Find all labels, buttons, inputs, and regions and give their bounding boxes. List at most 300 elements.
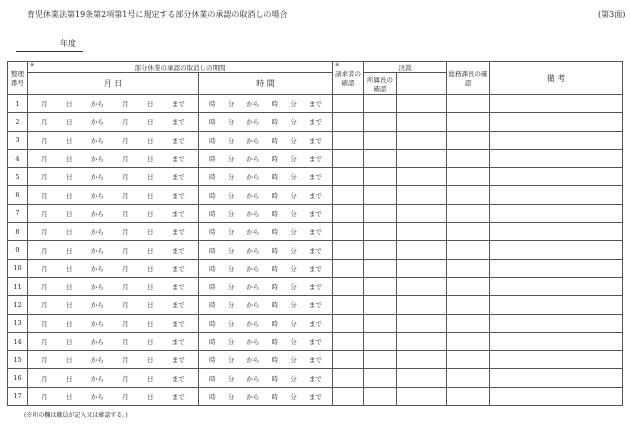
date-range-cell[interactable] [28, 259, 199, 277]
row-text: まで [308, 173, 322, 182]
remarks-cell[interactable] [490, 149, 623, 167]
row-text: から [246, 283, 260, 292]
table-row [8, 314, 623, 332]
form-title: 育児休業法第19条第2項第1号に規定する部分休業の承認の取消しの場合 [27, 10, 288, 19]
row-text: 月 [122, 301, 129, 310]
decision-cell[interactable] [397, 223, 447, 241]
requester-cell[interactable] [333, 241, 364, 259]
table-row [8, 149, 623, 167]
row-text: 日 [146, 283, 154, 292]
general-cell[interactable] [447, 259, 490, 277]
row-text: まで [308, 155, 322, 164]
row-text: 分 [290, 283, 297, 292]
requester-cell[interactable] [333, 387, 364, 405]
remarks-cell[interactable] [490, 314, 623, 332]
row-text: 分 [290, 264, 297, 273]
row-text: 月 [41, 301, 48, 310]
table-row [8, 387, 623, 405]
row-text: 月 [41, 374, 48, 383]
row-text: 時 [209, 191, 216, 200]
time-range-cell[interactable] [199, 241, 333, 259]
row-text: 月 [122, 356, 129, 365]
chief-cell[interactable] [364, 351, 397, 369]
row-text: 日 [146, 173, 154, 182]
decision-cell[interactable] [397, 296, 447, 314]
general-cell[interactable] [447, 387, 490, 405]
row-text: 日 [65, 301, 73, 310]
date-range-cell[interactable] [28, 149, 199, 167]
row-text: 日 [65, 392, 73, 401]
row-text: 日 [146, 374, 154, 383]
row-text: 分 [227, 100, 235, 109]
row-number: 16 [8, 369, 28, 387]
general-cell[interactable] [447, 149, 490, 167]
date-range-cell[interactable] [28, 369, 199, 387]
remarks-cell[interactable] [490, 95, 623, 113]
chief-cell[interactable] [364, 241, 397, 259]
row-number: 5 [8, 168, 28, 186]
row-number: 15 [8, 351, 28, 369]
row-text: 分 [290, 392, 297, 401]
row-text: 月 [122, 338, 129, 346]
row-text: から [90, 356, 104, 365]
row-text: 日 [146, 209, 154, 218]
decision-cell[interactable] [397, 314, 447, 332]
time-range-cell[interactable] [199, 95, 333, 113]
row-text: 時 [209, 264, 216, 273]
chief-cell[interactable] [364, 332, 397, 350]
row-text: 月 [41, 209, 48, 218]
row-text: 分 [290, 173, 297, 182]
row-text: 分 [227, 246, 235, 255]
row-text: 月 [41, 392, 48, 401]
row-text: まで [171, 338, 185, 346]
row-text: 日 [65, 209, 73, 218]
requester-cell[interactable] [333, 113, 364, 131]
row-text: 分 [227, 319, 235, 328]
row-text: 時 [209, 136, 216, 145]
remarks-cell[interactable] [490, 277, 623, 295]
row-text: 日 [65, 338, 73, 346]
row-text: まで [171, 191, 185, 200]
row-text: 時 [271, 155, 279, 164]
row-text: 時 [271, 264, 279, 273]
decision-cell[interactable] [397, 149, 447, 167]
row-text: 日 [65, 264, 73, 273]
row-text: 月 [41, 155, 48, 164]
decision-cell[interactable] [397, 351, 447, 369]
chief-cell[interactable] [364, 387, 397, 405]
header-time: 時 間 [199, 73, 333, 95]
row-text: まで [171, 118, 185, 127]
chief-cell[interactable] [364, 168, 397, 186]
requester-cell[interactable] [333, 95, 364, 113]
row-number: 8 [8, 223, 28, 241]
row-text: から [246, 118, 260, 127]
header-remarks: 備 考 [490, 62, 623, 95]
time-range-cell[interactable] [199, 149, 333, 167]
row-text: まで [171, 100, 185, 109]
general-cell[interactable] [447, 314, 490, 332]
requester-cell[interactable] [333, 186, 364, 204]
row-text: 分 [227, 283, 235, 292]
period-label: 部分休業の承認の取消しの期間 [134, 63, 226, 72]
date-range-cell[interactable] [28, 241, 199, 259]
row-text: まで [308, 356, 322, 365]
chief-cell[interactable] [364, 149, 397, 167]
row-text: から [90, 338, 104, 346]
row-text: 日 [146, 228, 154, 237]
row-number: 3 [8, 131, 28, 149]
row-number: 9 [8, 241, 28, 259]
row-text: 分 [227, 155, 235, 164]
row-text: から [246, 356, 260, 365]
row-text: 日 [65, 173, 73, 182]
row-text: から [90, 155, 104, 164]
row-text: 時 [209, 319, 216, 328]
decision-cell[interactable] [397, 277, 447, 295]
decision-cell[interactable] [397, 332, 447, 350]
table-row [8, 351, 623, 369]
general-cell[interactable] [447, 131, 490, 149]
row-text: 時 [209, 392, 216, 401]
decision-cell[interactable] [397, 259, 447, 277]
row-text: 分 [290, 136, 297, 145]
remarks-cell[interactable] [490, 241, 623, 259]
general-cell[interactable] [447, 223, 490, 241]
date-range-cell[interactable] [28, 314, 199, 332]
row-text: 時 [271, 283, 279, 292]
date-range-cell[interactable] [28, 223, 199, 241]
row-text: まで [171, 392, 185, 401]
row-number: 14 [8, 332, 28, 350]
remarks-cell[interactable] [490, 168, 623, 186]
row-text: 時 [271, 338, 279, 346]
date-range-cell[interactable] [28, 186, 199, 204]
row-number: 17 [8, 387, 28, 405]
general-cell[interactable] [447, 95, 490, 113]
time-range-cell[interactable] [199, 113, 333, 131]
requester-cell[interactable] [333, 131, 364, 149]
row-text: 日 [65, 100, 73, 109]
page-label: (第3面) [598, 10, 626, 19]
row-text: 時 [271, 356, 279, 365]
row-text: まで [171, 264, 185, 273]
table-row [8, 241, 623, 259]
row-text: から [246, 246, 260, 255]
row-text: 分 [290, 246, 297, 255]
row-text: 分 [290, 356, 297, 365]
row-text: 分 [227, 356, 235, 365]
chief-cell[interactable] [364, 131, 397, 149]
remarks-cell[interactable] [490, 351, 623, 369]
row-text: 時 [209, 374, 216, 383]
decision-cell[interactable] [397, 113, 447, 131]
year-underline [16, 51, 83, 52]
row-text: 時 [209, 338, 216, 346]
row-text: まで [308, 283, 322, 292]
chief-cell[interactable] [364, 204, 397, 222]
row-text: まで [308, 392, 322, 401]
decision-cell[interactable] [397, 186, 447, 204]
row-text: 分 [290, 228, 297, 237]
row-text: 月 [122, 136, 129, 145]
row-text: 時 [209, 301, 216, 310]
row-text: 日 [146, 319, 154, 328]
general-cell[interactable] [447, 277, 490, 295]
row-text: 時 [271, 173, 279, 182]
row-number: 4 [8, 149, 28, 167]
row-text: から [246, 392, 260, 401]
row-text: 分 [227, 338, 235, 346]
row-text: から [90, 100, 104, 109]
row-text: まで [308, 136, 322, 145]
row-text: 日 [146, 338, 154, 346]
time-range-cell[interactable] [199, 277, 333, 295]
row-text: 日 [146, 246, 154, 255]
row-text: 分 [290, 100, 297, 109]
time-range-cell[interactable] [199, 314, 333, 332]
remarks-cell[interactable] [490, 113, 623, 131]
table-row [8, 204, 623, 222]
year-label: 年度 [60, 39, 76, 48]
row-text: まで [308, 191, 322, 200]
row-text: 月 [41, 356, 48, 365]
row-text: から [246, 100, 260, 109]
row-number: 2 [8, 113, 28, 131]
row-text: 月 [41, 338, 48, 346]
requester-cell[interactable] [333, 168, 364, 186]
decision-cell[interactable] [397, 168, 447, 186]
row-text: から [246, 319, 260, 328]
header-requester [333, 62, 364, 95]
row-text: 時 [271, 228, 279, 237]
decision-cell[interactable] [397, 131, 447, 149]
chief-cell[interactable] [364, 186, 397, 204]
row-text: 分 [290, 118, 297, 127]
table-row [8, 369, 623, 387]
time-range-cell[interactable] [199, 259, 333, 277]
time-range-cell[interactable] [199, 223, 333, 241]
row-text: 月 [122, 118, 129, 127]
date-range-cell[interactable] [28, 131, 199, 149]
row-text: まで [171, 301, 185, 310]
date-range-cell[interactable] [28, 351, 199, 369]
general-cell[interactable] [447, 369, 490, 387]
table-row [8, 277, 623, 295]
remarks-cell[interactable] [490, 332, 623, 350]
general-cell[interactable] [447, 204, 490, 222]
row-text: まで [308, 246, 322, 255]
chief-cell[interactable] [364, 314, 397, 332]
row-number: 12 [8, 296, 28, 314]
row-text: 時 [271, 374, 279, 383]
general-cell[interactable] [447, 168, 490, 186]
row-text: から [246, 155, 260, 164]
table-row [8, 186, 623, 204]
row-text: から [90, 118, 104, 127]
row-text: 月 [122, 319, 129, 328]
row-text: 時 [271, 209, 279, 218]
row-number: 6 [8, 186, 28, 204]
chief-cell[interactable] [364, 223, 397, 241]
table-row [8, 131, 623, 149]
general-cell[interactable] [447, 241, 490, 259]
requester-cell[interactable] [333, 314, 364, 332]
row-text: から [90, 392, 104, 401]
row-text: まで [308, 374, 322, 383]
row-text: 月 [122, 228, 129, 237]
row-text: 月 [122, 191, 129, 200]
requester-cell[interactable] [333, 369, 364, 387]
time-range-cell[interactable] [199, 168, 333, 186]
decision-cell[interactable] [397, 387, 447, 405]
date-range-cell[interactable] [28, 332, 199, 350]
row-text: まで [171, 136, 185, 145]
row-text: から [246, 228, 260, 237]
row-number: 10 [8, 259, 28, 277]
decision-cell[interactable] [397, 204, 447, 222]
row-text: 時 [209, 155, 216, 164]
row-text: 日 [146, 136, 154, 145]
row-text: 時 [209, 356, 216, 365]
remarks-cell[interactable] [490, 387, 623, 405]
row-text: 時 [271, 100, 279, 109]
row-text: まで [308, 264, 322, 273]
requester-cell[interactable] [333, 259, 364, 277]
row-text: 分 [227, 301, 235, 310]
row-text: 時 [271, 301, 279, 310]
date-range-cell[interactable] [28, 113, 199, 131]
remarks-cell[interactable] [490, 223, 623, 241]
date-range-cell[interactable] [28, 204, 199, 222]
row-text: から [246, 374, 260, 383]
row-text: まで [308, 301, 322, 310]
row-text: 時 [209, 118, 216, 127]
time-range-cell[interactable] [199, 387, 333, 405]
row-text: 分 [290, 209, 297, 218]
row-text: 月 [122, 155, 129, 164]
requester-cell[interactable] [333, 332, 364, 350]
row-text: 日 [146, 118, 154, 127]
date-range-cell[interactable] [28, 296, 199, 314]
row-text: 月 [41, 136, 48, 145]
row-text: 時 [209, 228, 216, 237]
row-text: まで [171, 173, 185, 182]
row-text: 日 [65, 283, 73, 292]
time-range-cell[interactable] [199, 186, 333, 204]
row-text: 分 [290, 155, 297, 164]
remarks-cell[interactable] [490, 369, 623, 387]
row-text: 月 [122, 264, 129, 273]
chief-cell[interactable] [364, 95, 397, 113]
row-text: 日 [146, 392, 154, 401]
row-text: 月 [122, 209, 129, 218]
remarks-cell[interactable] [490, 259, 623, 277]
general-cell[interactable] [447, 296, 490, 314]
row-text: まで [171, 209, 185, 218]
table-row [8, 332, 623, 350]
requester-cell[interactable] [333, 351, 364, 369]
remarks-cell[interactable] [490, 131, 623, 149]
row-text: 月 [122, 100, 129, 109]
row-text: 時 [209, 246, 216, 255]
decision-cell[interactable] [397, 241, 447, 259]
row-text: 分 [227, 136, 235, 145]
remarks-cell[interactable] [490, 186, 623, 204]
row-number: 1 [8, 95, 28, 113]
row-text: 時 [271, 319, 279, 328]
time-range-cell[interactable] [199, 204, 333, 222]
remarks-cell[interactable] [490, 296, 623, 314]
header-no: 整理番号 [8, 62, 28, 95]
row-text: まで [308, 319, 322, 328]
row-text: 時 [209, 283, 216, 292]
time-range-cell[interactable] [199, 296, 333, 314]
row-text: から [90, 319, 104, 328]
chief-cell[interactable] [364, 277, 397, 295]
row-text: から [246, 173, 260, 182]
row-text: 分 [227, 392, 235, 401]
chief-cell[interactable] [364, 296, 397, 314]
row-text: 月 [41, 173, 48, 182]
time-range-cell[interactable] [199, 369, 333, 387]
row-text: 日 [146, 264, 154, 273]
remarks-cell[interactable] [490, 204, 623, 222]
date-range-cell[interactable] [28, 277, 199, 295]
row-text: まで [171, 228, 185, 237]
time-range-cell[interactable] [199, 332, 333, 350]
requester-cell[interactable] [333, 223, 364, 241]
row-text: 月 [41, 118, 48, 127]
chief-cell[interactable] [364, 113, 397, 131]
date-range-cell[interactable] [28, 168, 199, 186]
row-text: 日 [65, 319, 73, 328]
requester-cell[interactable] [333, 296, 364, 314]
row-text: 日 [65, 136, 73, 145]
row-text: 分 [290, 191, 297, 200]
general-cell[interactable] [447, 113, 490, 131]
decision-cell[interactable] [397, 95, 447, 113]
chief-cell[interactable] [364, 369, 397, 387]
requester-cell[interactable] [333, 149, 364, 167]
row-text: 日 [65, 118, 73, 127]
row-number: 7 [8, 204, 28, 222]
date-range-cell[interactable] [28, 95, 199, 113]
row-text: 日 [146, 356, 154, 365]
requester-cell[interactable] [333, 204, 364, 222]
general-cell[interactable] [447, 332, 490, 350]
date-range-cell[interactable] [28, 387, 199, 405]
row-text: まで [171, 356, 185, 365]
decision-cell[interactable] [397, 369, 447, 387]
general-cell[interactable] [447, 351, 490, 369]
header-blank [397, 73, 447, 95]
row-text: から [90, 136, 104, 145]
row-text: 月 [122, 392, 129, 401]
row-text: から [90, 228, 104, 237]
chief-cell[interactable] [364, 259, 397, 277]
row-text: 月 [122, 374, 129, 383]
time-range-cell[interactable] [199, 351, 333, 369]
row-text: 日 [146, 191, 154, 200]
time-range-cell[interactable] [199, 131, 333, 149]
table-row [8, 95, 623, 113]
cancellation-table [7, 61, 623, 406]
general-cell[interactable] [447, 186, 490, 204]
row-text: から [90, 301, 104, 310]
requester-cell[interactable] [333, 277, 364, 295]
